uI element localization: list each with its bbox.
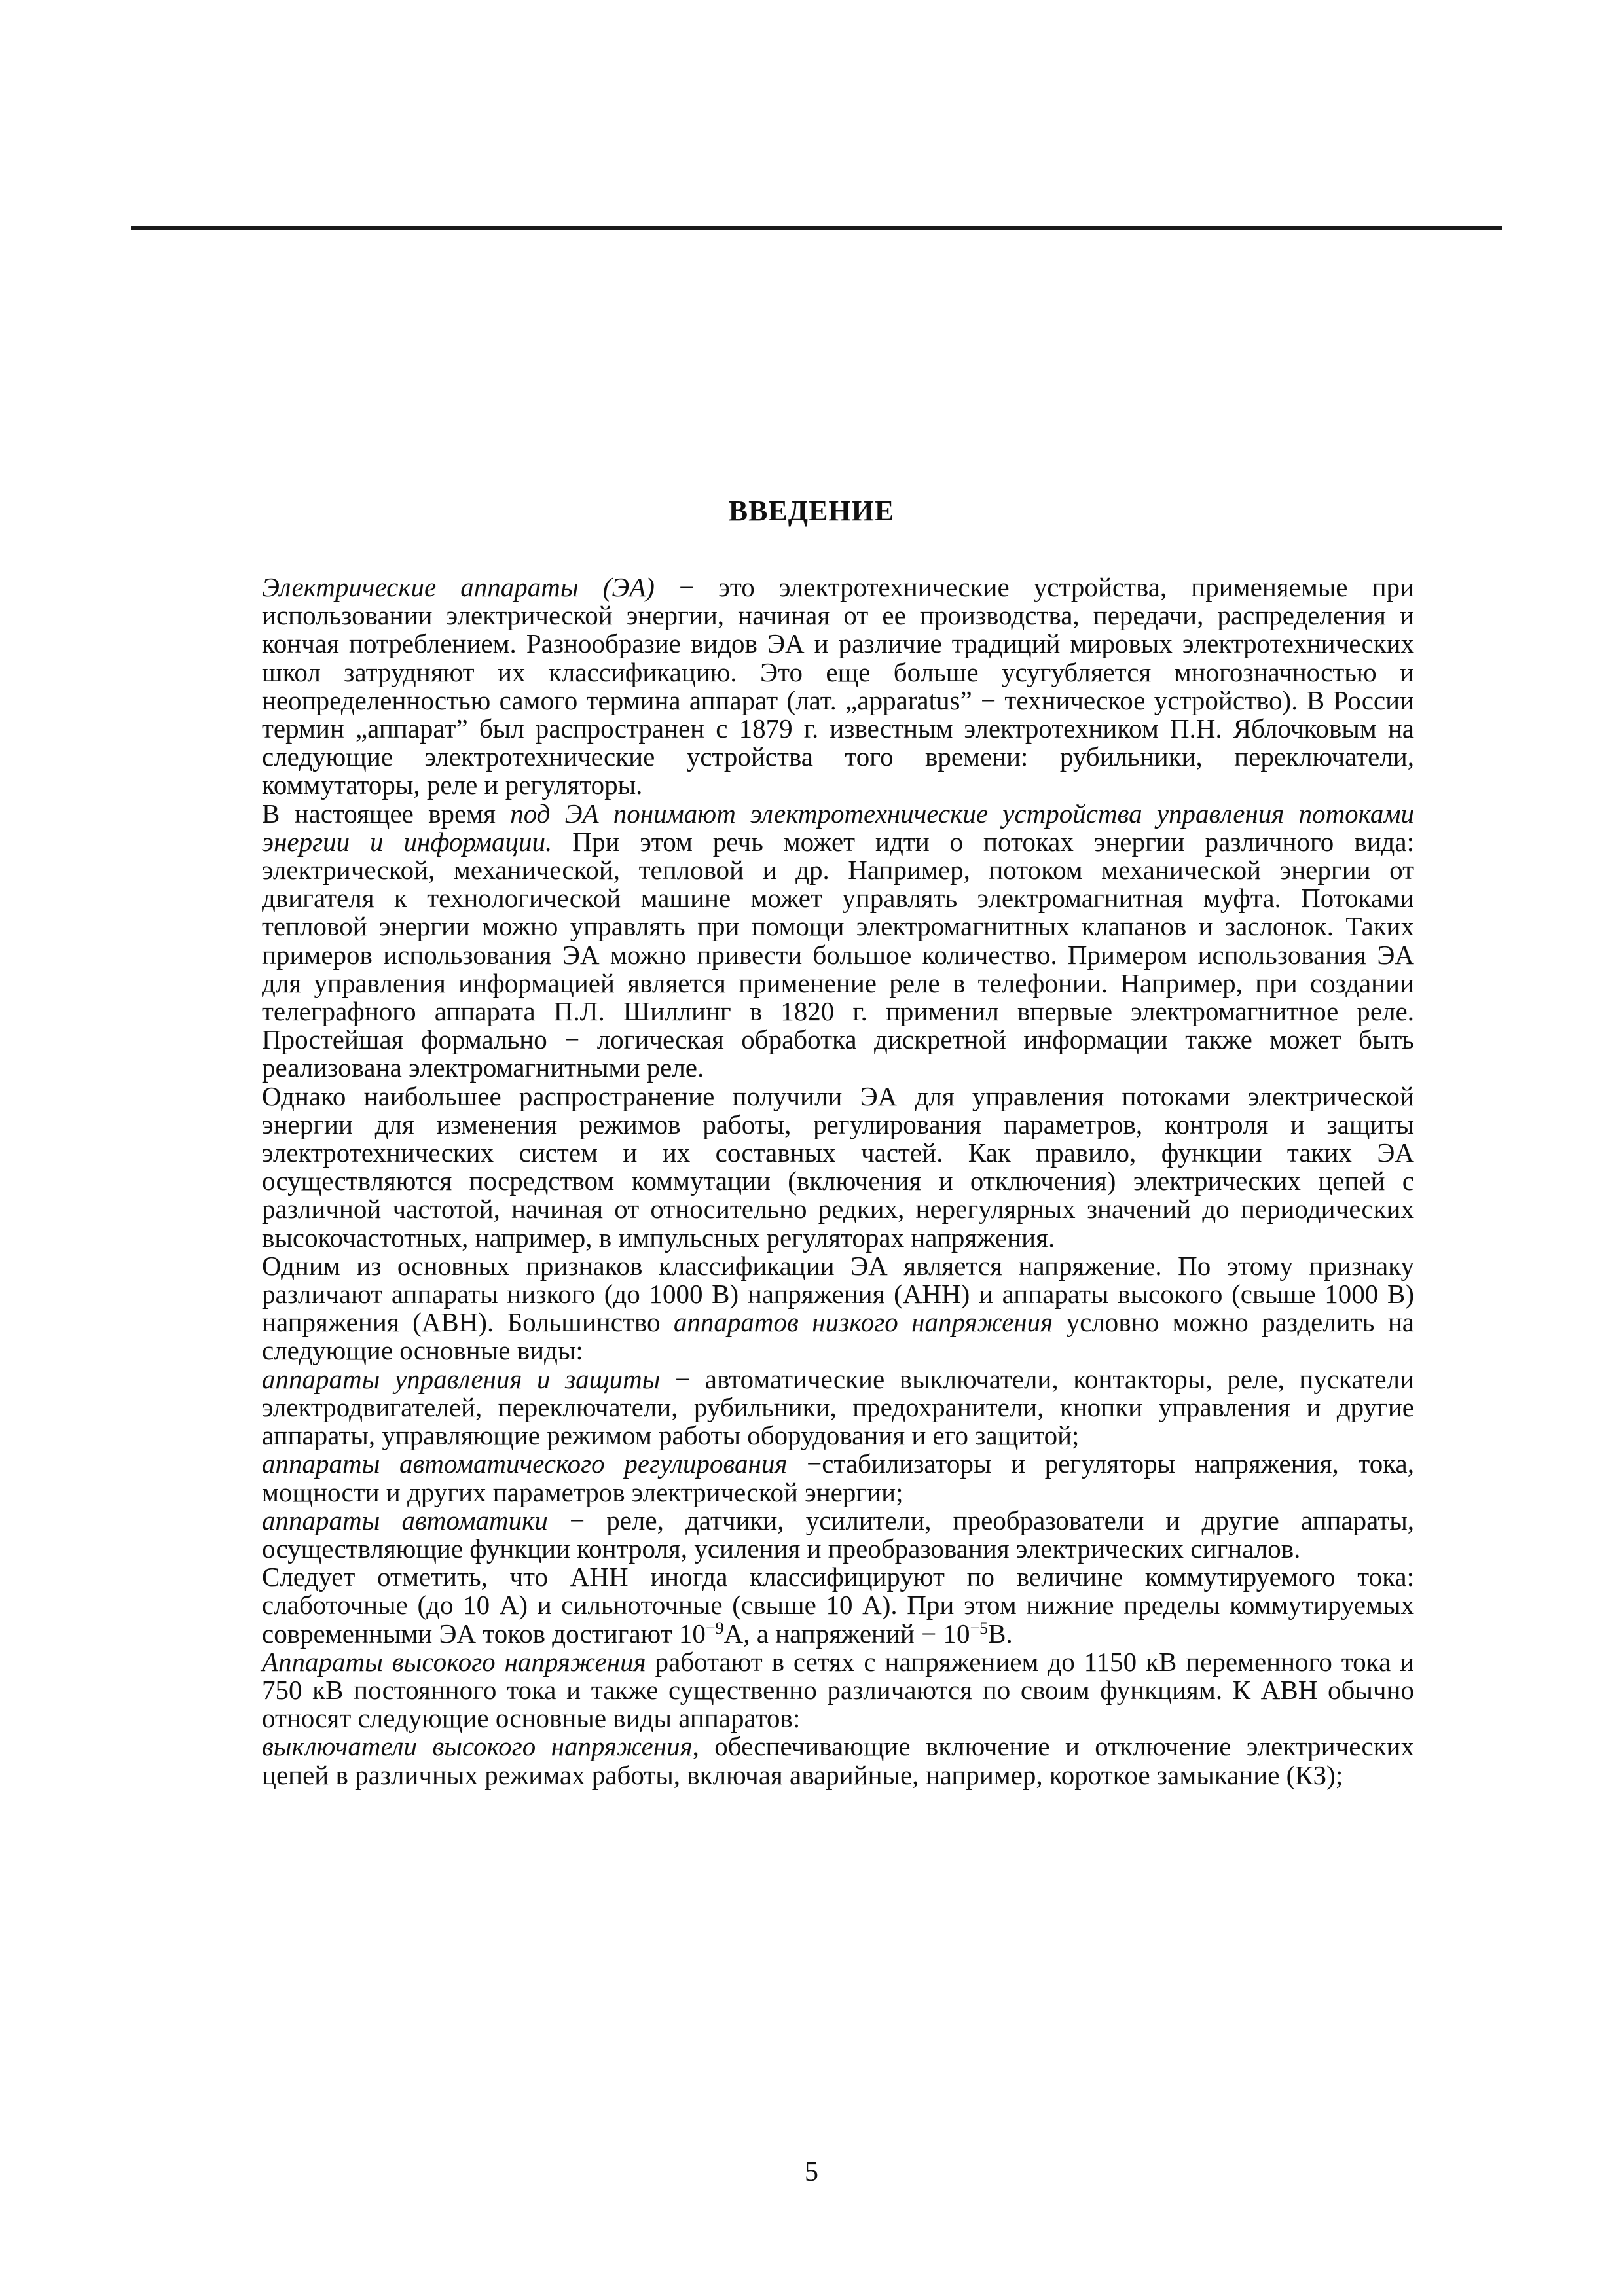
body-text [262, 573, 1414, 1789]
paragraph-text: В настоящее время [262, 798, 511, 829]
italic-term: аппараты управления и защиты [262, 1363, 661, 1394]
superscript-exponent: −5 [970, 1618, 989, 1638]
paragraph-text: , обеспечивающие включение и отключение электрических цепей в различных режимах работы, включая аварийные, например, короткое замыкание (КЗ); [262, 1731, 1414, 1790]
paragraph-text: − автоматические выключатели, контакторы, реле, пускатели электродвигателей, переключатели, рубильники, предохранители, кнопки управления и другие аппараты, управляющие режимом работы оборудования и его защитой; [262, 1363, 1415, 1451]
paragraph [262, 1450, 1414, 1506]
paragraph-text: Однако наибольшее распространение получили ЭА для управления потоками электрической энергии для изменения режимов работы, регулирования параметров, контроля и защиты электротехнических систем и их составных частей. Как правило, функции таких ЭА осуществляются посредством коммутации (включения и отключения) электрических цепей с различной частотой, начиная от относительно редких, нерегулярных значений до периодических высокочастотных, например, в импульсных регуляторах напряжения. [262, 1081, 1414, 1253]
paragraph [262, 1732, 1414, 1789]
paragraph-text: − реле, датчики, усилители, преобразователи и другие аппараты, осуществляющие функции контроля, усиления и преобразования электрических сигналов. [262, 1505, 1414, 1564]
header-rule [131, 226, 1502, 230]
page-number: 5 [805, 2157, 818, 2187]
paragraph-text: − это электротехнические устройства, применяемые при использовании электрической энергии, начиная от ее производства, передачи, распределения и кончая потреблением. Разнообразие видов ЭА и различие традиций мировых электротехнических школ затрудняют их классификацию. Это еще больше усугубляется многозначностью и неопределенностью самого термина аппарат (лат. „apparatus” − техническое устройство). В России термин „аппарат” был распространен с 1879 г. известным электротехником П.Н. Яблочковым на следующие электротехнические устройства того времени: рубильники, переключатели, коммутаторы, реле и регуляторы. [262, 572, 1414, 800]
italic-term: под ЭА понимают электротехнические устройства управления потоками энергии и информации. [262, 798, 1415, 857]
paragraph-text: В. [988, 1618, 1013, 1649]
italic-term: Электрические аппараты (ЭА) [262, 572, 655, 602]
paragraph [262, 1252, 1414, 1365]
italic-term: аппараты автоматики [262, 1505, 548, 1535]
paragraph-text: А, а напряжений − 10 [723, 1618, 970, 1649]
italic-term: Аппараты высокого напряжения [262, 1646, 646, 1677]
italic-term: аппаратов низкого напряжения [673, 1307, 1053, 1338]
page-title: ВВЕДЕНИЕ [728, 495, 895, 527]
superscript-exponent: −9 [705, 1618, 724, 1638]
paragraph [262, 1365, 1414, 1450]
paragraph-text: При этом речь может идти о потоках энергии различного вида: электрической, механической, тепловой и др. Например, потоком механической энергии от двигателя к технологической машине может управлять электромагнитная муфта. Потоками тепловой энергии можно управлять при помощи электромагнитных клапанов и заслонок. Таких примеров использования ЭА можно привести большое количество. Примером использования ЭА для управления информацией является применение реле в телефонии. Например, при создании телеграфного аппарата П.Л. Шиллинг в 1820 г. применил впервые электромагнитное реле. Простейшая формально − логическая обработка дискретной информации также может быть реализована электромагнитными реле. [262, 826, 1414, 1083]
paragraph [262, 1083, 1414, 1252]
paragraph [262, 800, 1414, 1083]
paragraph [262, 1648, 1414, 1733]
paragraph [262, 573, 1414, 800]
italic-term: выключатели высокого напряжения [262, 1731, 693, 1762]
paragraph-text: −стабилизаторы и регуляторы напряжения, тока, мощности и других параметров электрической энергии; [262, 1448, 1414, 1507]
paragraph [262, 1563, 1414, 1648]
paragraph-text: Одним из основных признаков классификации ЭА является напряжение. По этому признаку различают аппараты низкого (до 1000 В) напряжения (АНН) и аппараты высокого (свыше 1000 В) напряжения (АВН). Большинство [262, 1250, 1414, 1338]
italic-term: аппараты автоматического регулирования [262, 1448, 788, 1479]
paragraph-text: условно можно разделить на следующие основные виды: [262, 1307, 1414, 1366]
paragraph-text: работают в сетях с напряжением до 1150 кВ переменного тока и 750 кВ постоянного тока и также существенно различаются по своим функциям. К АВН обычно относят следующие основные виды аппаратов: [262, 1646, 1414, 1734]
paragraph [262, 1507, 1414, 1563]
paragraph-text: Следует отметить, что АНН иногда классифицируют по величине коммутируемого тока: слаботочные (до 10 А) и сильноточные (свыше 10 А). При этом нижние пределы коммутируемых современными ЭА токов достигают 10 [262, 1562, 1414, 1649]
